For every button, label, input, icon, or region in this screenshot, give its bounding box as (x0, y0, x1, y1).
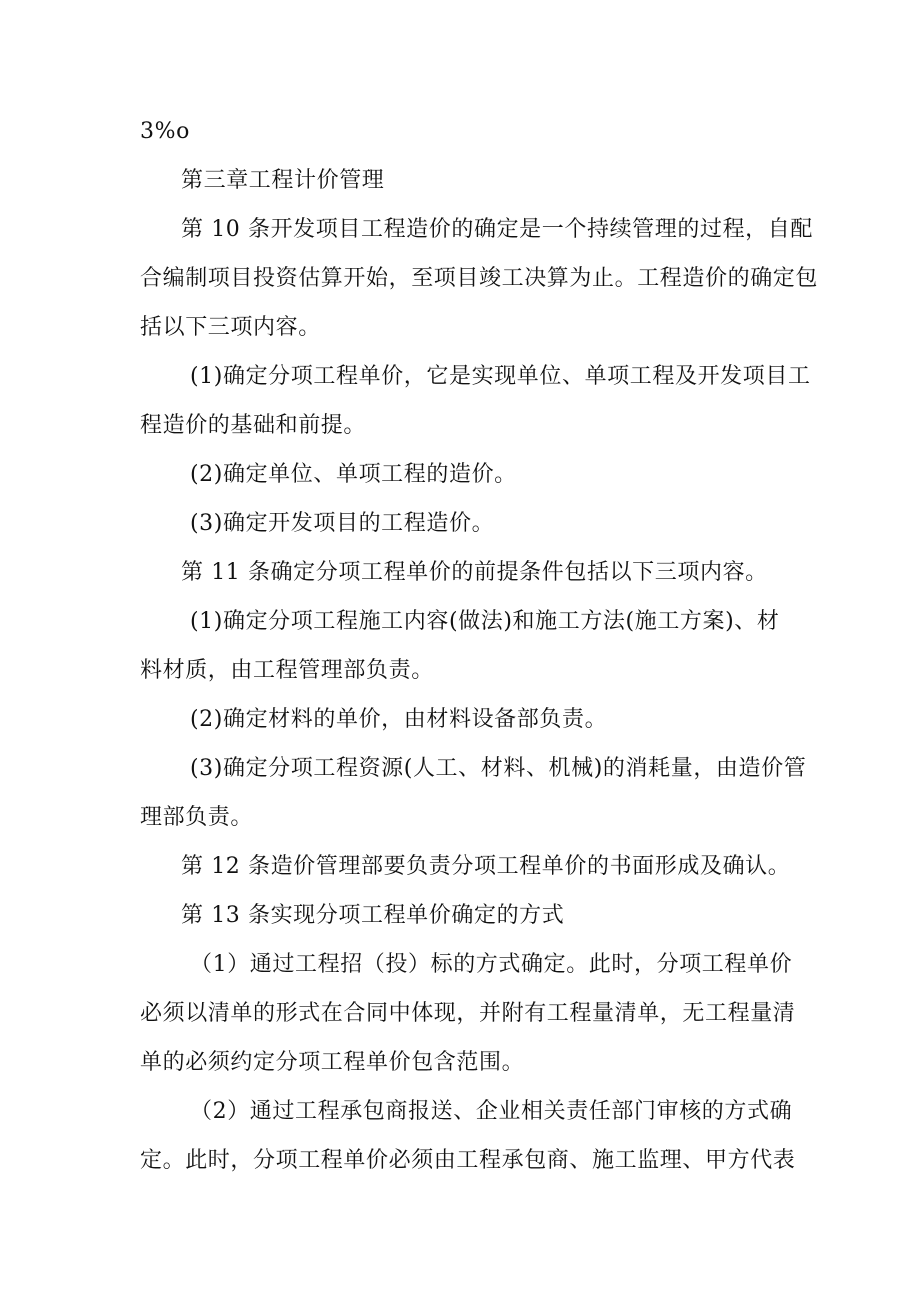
text-line: (1)确定分项工程单价，它是实现单位、单项工程及开发项目工 (190, 364, 811, 389)
text-line: (1)确定分项工程施工内容(做法)和施工方法(施工方案)、材 (190, 609, 780, 634)
text-line: (2)确定材料的单价，由材料设备部负责。 (190, 707, 608, 732)
text-line: 理部负责。 (140, 805, 254, 830)
text-line: 3%o (140, 119, 190, 144)
text-line: 第 12 条造价管理部要负责分项工程单价的书面形成及确认。 (181, 854, 791, 879)
text-line: (2)确定单位、单项工程的造价。 (190, 462, 517, 487)
text-line: 必须以清单的形式在合同中体现，并附有工程量清单，无工程量清 (140, 1001, 796, 1026)
text-line: 程造价的基础和前提。 (140, 413, 367, 438)
text-line: 第 11 条确定分项工程单价的前提条件包括以下三项内容。 (181, 560, 768, 585)
text-line: 第 10 条开发项目工程造价的确定是一个持续管理的过程，自配 (181, 217, 813, 242)
text-line: (3)确定开发项目的工程造价。 (190, 511, 495, 536)
text-line: （1）通过工程招（投）标的方式确定。此时，分项工程单价 (190, 952, 793, 977)
text-line: 第 13 条实现分项工程单价确定的方式 (181, 903, 565, 928)
text-line: 括以下三项内容。 (140, 315, 321, 340)
chapter-heading: 第三章工程计价管理 (181, 168, 385, 193)
text-line: (3)确定分项工程资源(人工、材料、机械)的消耗量，由造价管 (190, 756, 807, 781)
text-line: 合编制项目投资估算开始，至项目竣工决算为止。工程造价的确定包 (140, 266, 819, 291)
text-line: （2）通过工程承包商报送、企业相关责任部门审核的方式确 (190, 1099, 793, 1124)
text-line: 定。此时，分项工程单价必须由工程承包商、施工监理、甲方代表 (140, 1148, 796, 1173)
text-line: 单的必须约定分项工程单价包含范围。 (140, 1050, 525, 1075)
text-line: 料材质，由工程管理部负责。 (140, 658, 434, 683)
